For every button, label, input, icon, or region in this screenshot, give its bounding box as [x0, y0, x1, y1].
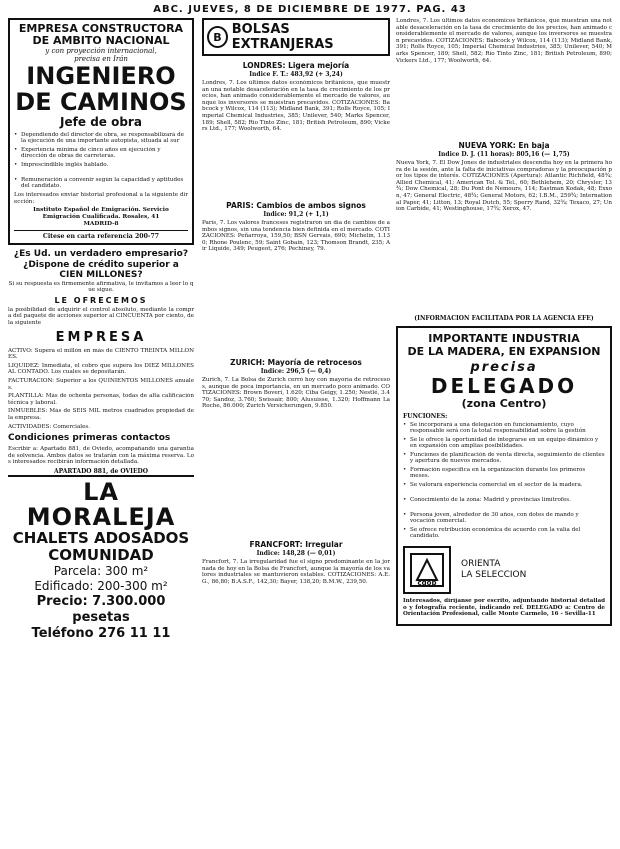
- question-3: CIEN MILLONES?: [59, 270, 143, 281]
- francfort-heading: FRANCFORT: Irregular: [249, 540, 343, 549]
- delegado-title: DELEGADO: [430, 374, 578, 398]
- moraleja-precio: Precio: 7.300.000 pesetas: [36, 593, 166, 625]
- empresario-intro: Si su respuesta es firmemente afirmativa, le invitamos a leer lo que sigue.: [8, 280, 194, 294]
- moraleja-parcela: Parcela: 300 m²: [53, 563, 149, 578]
- delegado-functions-heading: FUNCIONES:: [403, 413, 448, 420]
- bolsas-logo-icon: B: [207, 26, 228, 48]
- delegado-footer: Interesados, diríjanse por escrito, adjuntando historial detallado y fotografía reciente, indicando ref. DELEGADO a: Centro de Orientación Profesional, calle Monte Carmelo, 16 - Sevilla-11: [403, 598, 605, 618]
- paris-heading: PARIS: Cambios de ambos signos: [226, 201, 366, 210]
- ad-bullet: • Experiencia mínima de cinco años en ejecución y dirección de obras de carreteras.: [14, 147, 188, 160]
- empresa-item: LIQUIDEZ: Inmediata, el cobro que supera los DIEZ MILLONES AL CONTADO. Los cuales se depositarán.: [8, 362, 194, 376]
- delegado-zone: (zona Centro): [461, 397, 547, 410]
- moraleja-type: COMUNIDAD: [48, 545, 154, 564]
- moraleja-edificado: Edificado: 200-300 m²: [34, 578, 168, 593]
- ad-company-line1: EMPRESA CONSTRUCTORA: [18, 22, 184, 35]
- moraleja-telefono: Teléfono 276 11 11: [31, 625, 171, 641]
- empresa-item: ACTIVIDADES: Comerciales.: [8, 423, 91, 430]
- bolsas-banner: [202, 18, 390, 56]
- empresa-item: INMUEBLES: Más de SEIS MIL metros cuadrados propiedad de la empresa.: [8, 408, 194, 421]
- cdop-logo-row: [403, 546, 605, 594]
- cdop-logo-text: cdop: [417, 579, 437, 587]
- delegado-line1: IMPORTANTE INDUSTRIA: [428, 332, 580, 345]
- paris-text: París, 7. Los valores franceses registraron un día de cambios de ambos signos, sin una tendencia bien definida en el mercado. COTIZACIONES: Peñarroya, 159,50; BSN Gervais, 690; Michelin, 1.130; Rhone Poulenc, 59; Saint Gobain, 123; Thomson Brandt, 235; Air Liquide, 349; Peugeot, 276; Pechiney, 79.: [202, 220, 390, 253]
- ad-ingeniero: [8, 18, 194, 245]
- ad-reference: Citese en carta referencia 200-77: [14, 230, 188, 240]
- cdop-logo: [403, 546, 451, 594]
- nueva-york-index: Indice D. J. (11 horas): 805,16 (— 1,75): [438, 151, 570, 158]
- empresa-item: ACTIVO: Supera el millón en más de CIENTO TREINTA MILLONES.: [8, 347, 194, 361]
- moraleja-subtitle: CHALETS ADOSADOS: [12, 528, 190, 547]
- ad-empresario: [8, 249, 194, 475]
- nueva-york-heading: NUEVA YORK: En baja: [458, 141, 550, 150]
- question-1: ¿Es Ud. un verdadero empresario?: [13, 249, 189, 260]
- ad-institute: Instituto Español de Emigración. Servicio Emigración Cualificada. Rosales, 41: [33, 207, 169, 221]
- delegado-bullet: • Se le ofrece la oportunidad de integrarse en un equipo dinámico y en expansión con amplias posibilidades.: [403, 437, 605, 450]
- previous-story-text: Londres, 7. Los últimos datos económicos británicos, que muestran una notable desaceleración en la tasa de crecimiento de los precios, han animado considerablemente el mercado de valores, aunque los inversores se muestran precavidos. COTIZACIONES: Babcock y Wilcox, 114 (113); Midland Bank, 391; Rolls Royce, 105; Imperial Chemical Industries, 385; Unilever, 540; Marks Spencer, 189; Shell, 582; Rio Tinto Zinc, 181; British Petroleum, 890; Vickers Ltd., 177; Woolworth, 64.: [396, 18, 612, 64]
- seleccion-tag: LA SELECCION: [461, 570, 527, 580]
- ad-headline-2: DE CAMINOS: [15, 88, 187, 116]
- offer-text: la posibilidad de adquirir el control absoluto, mediante la compra del paquete de acciones superior al CINCUENTA por ciento, de la siguiente: [8, 306, 194, 327]
- ad-bullet: • Remuneración a convenir según la capacidad y aptitudes del candidato.: [14, 177, 188, 190]
- ad-company-line2: DE AMBITO NACIONAL: [32, 34, 170, 47]
- news-source: (INFORMACION FACILITADA POR LA AGENCIA EFE): [414, 315, 594, 322]
- ad-headline-1: INGENIERO: [26, 62, 176, 90]
- moraleja-title: LA MORALEJA: [26, 477, 176, 531]
- ad-company-line3: y con proyección internacional,: [45, 47, 157, 55]
- ad-bullet: • Dependiendo del director de obra, se responsabilizará de la ejecución de una importante autopista, situada al sur: [14, 132, 188, 145]
- question-2: ¿Dispone de crédito superior a: [23, 259, 179, 270]
- ad-delegado: [396, 326, 612, 626]
- bolsas-title: BOLSAS EXTRANJERAS: [231, 22, 334, 52]
- ad-company-line4: precisa en Irán: [74, 55, 128, 63]
- conditions-address: APARTADO 881, de OVIEDO: [54, 467, 148, 475]
- francfort-text: Francfort, 7. La irregularidad fue el signo predominante en la jornada de hoy en la Bolsa de Francfort, aunque la mayoría de los valores industriales se mantuvieron estables. COTIZACIONES: A.E.G., 86,80; B.A.S.F., 142,30; Bayer, 138,20; B.M.W., 239,50.: [202, 559, 390, 585]
- londres-heading: LONDRES: Ligera mejoría: [242, 61, 350, 70]
- delegado-bullet: • Se incorporará a una delegación en funcionamiento, cuyo responsable será con la total responsabilidad sobre la gestión: [403, 422, 605, 435]
- empresa-item: PLANTILLA: Más de ochenta personas, todas de alta calificación técnica y laboral.: [8, 393, 194, 406]
- delegado-bullet: • Persona joven, alrededor de 30 años, con dotes de mando y vocación comercial.: [403, 512, 605, 525]
- column-middle: [202, 18, 390, 671]
- londres-index: Indice F. T.: 483,92 (+ 3,24): [249, 71, 343, 78]
- page-header: ABC. JUEVES, 8 DE DICIEMBRE DE 1977. PAG. 43: [153, 4, 467, 15]
- column-right: [396, 18, 612, 626]
- column-left: [8, 18, 194, 642]
- conditions-text: Escribir a: Apartado 881, de Oviedo, acompañando una garantía de solvencia. Ambos datos se tratarán con la máxima reserva. Los interesados recibirán información detallada.: [8, 446, 194, 466]
- delegado-bullet: • Formación específica en la organización durante los primeros meses.: [403, 467, 605, 480]
- zurich-heading: ZURICH: Mayoría de retrocesos: [230, 358, 362, 367]
- orienta-tag: ORIENTA: [461, 559, 501, 569]
- ad-bullet: • Imprescindible inglés hablado.: [14, 162, 188, 175]
- ad-interested: Los interesados enviar historial profesional a la siguiente dirección:: [14, 192, 188, 205]
- ofrecemos-heading: LE OFRECEMOS: [54, 295, 148, 305]
- delegado-line2: DE LA MADERA, EN EXPANSION: [407, 345, 601, 358]
- ad-city: MADRID-8: [83, 221, 119, 228]
- delegado-bullet: • Funciones de planificación de venta directa, seguimiento de clientes y apertura de nuevos mercados.: [403, 452, 605, 465]
- cdop-logo-icon: [409, 552, 445, 588]
- zurich-text: Zurich, 7. La Bolsa de Zurich cerró hoy con mayoría de retrocesos, aunque de poca importancia, en un mercado poco animado. COTIZACIONES: Brown Boveri, 1.620; Ciba Geigy, 1.250; Nestlé, 3.470; Sandoz, 3.760; Swissair, 800; Alusuisse, 1.320; Hoffmann La Roche, 86.000; Zurich Versicherungen, 9.850.: [202, 377, 390, 410]
- ad-job-title: Jefe de obra: [60, 115, 142, 129]
- londres-text: Londres, 7. Los últimos datos económicos británicos, que muestran una notable desaceleración en la tasa de crecimiento de los precios, han animado considerablemente el mercado de valores, aunque los inversores se muestran precavidos. COTIZACIONES: Babcock y Wilcox, 114 (113); Midland Bank, 391; Rolls Royce, 105; Imperial Chemical Industries, 385; Unilever, 540; Marks Spencer, 189; Shell, 582; Rio Tinto Zinc, 181; British Petroleum, 890; Vickers Ltd., 177; Woolworth, 64.: [202, 80, 390, 133]
- zurich-index: Indice: 296,5 (— 0,4): [260, 368, 332, 375]
- paris-index: Indice: 91,2 (+ 1,1): [263, 211, 329, 218]
- empresa-heading: EMPRESA: [55, 329, 147, 345]
- delegado-bullet: • Conocimiento de la zona: Madrid y provincias limítrofes.: [403, 497, 605, 510]
- nueva-york-text: Nueva York, 7. El Dow Jones de industriales descendía hoy en la primera hora de la sesión, ante la falta de iniciativas compradoras y la preocupación por los tipos de interés. COTIZACIONES (Apertura): Atlantic Richfield, 48¾; Allied Chemical, 41; American Tel. & Tel., 60; Bethlehem, 20; Chrysler, 13¾; Dow Chemical, 28; Du Pont de Nemours, 114; Eastman Kodak, 48; Exxon, 47; General Electric, 48¾; General Motors, 62; I.B.M., 259¾; International Paper, 41; Litton, 13; Royal Dutch, 55; Sperry Rand, 32¾; Texaco, 27; Union Carbide, 41; Westinghouse, 17¾; Xerox, 47.: [396, 160, 612, 213]
- ad-moraleja: [8, 475, 194, 642]
- conditions-heading: Condiciones primeras contactos: [8, 433, 171, 444]
- francfort-index: Indice: 148,28 (— 0,01): [256, 550, 336, 557]
- delegado-bullet: • Se valorará experiencia comercial en el sector de la madera.: [403, 482, 605, 495]
- empresa-item: FACTURACION: Superior a los QUINIENTOS MILLONES anuales.: [8, 378, 194, 391]
- delegado-bullet: • Se ofrece retribución económica de acuerdo con la valía del candidato.: [403, 527, 605, 540]
- delegado-precisa: precisa: [470, 360, 538, 375]
